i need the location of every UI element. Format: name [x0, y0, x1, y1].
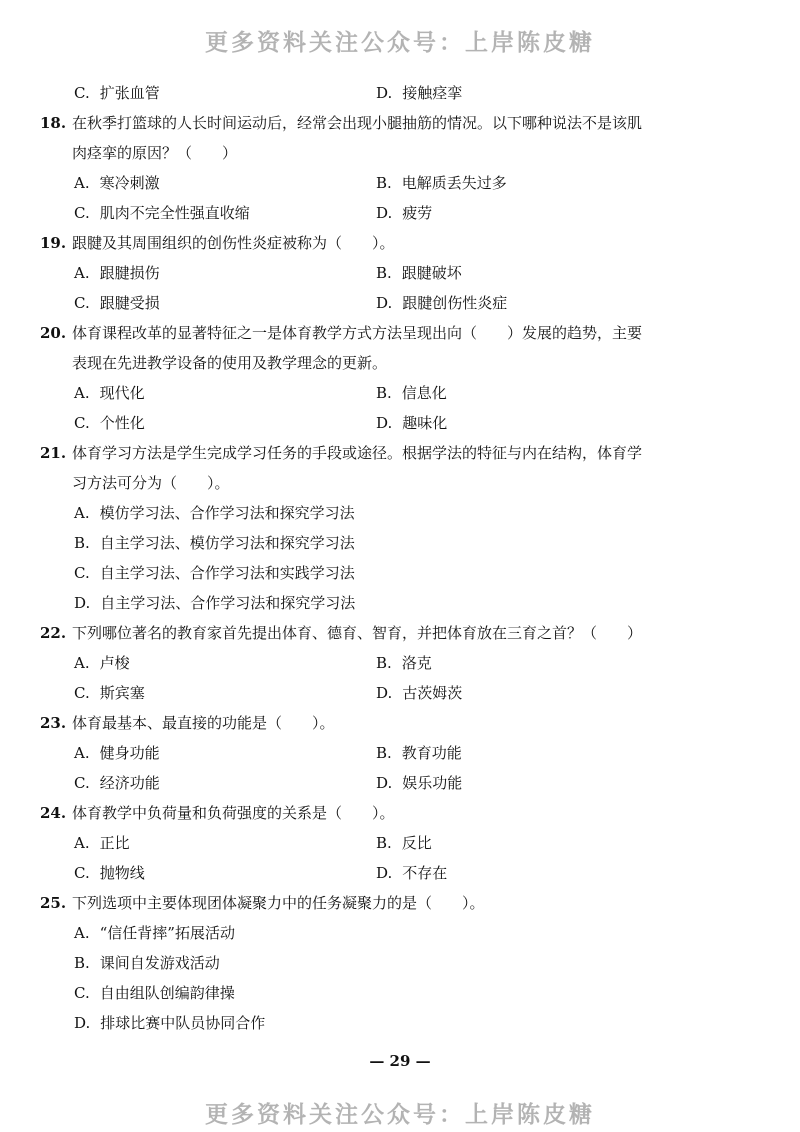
options-row	[0, 1008, 800, 1038]
question-19	[0, 228, 800, 258]
options-row	[0, 408, 800, 438]
options-row	[0, 288, 800, 318]
question-number: 20.	[40, 324, 67, 342]
option-a: A. 模仿学习法、合作学习法和探究学习法	[74, 504, 355, 522]
question-21-continued	[0, 468, 800, 498]
option-c: C. 自由组队创编韵律操	[74, 984, 235, 1002]
question-18	[0, 108, 800, 138]
option-b: B. 信息化	[376, 384, 447, 402]
options-row	[0, 918, 800, 948]
question-20	[0, 318, 800, 348]
question-text: 肉痉挛的原因？（ ）	[72, 144, 238, 162]
option-c: C. 自主学习法、合作学习法和实践学习法	[74, 564, 355, 582]
question-number: 19.	[40, 234, 67, 252]
option-d: D. 跟腱创伤性炎症	[376, 294, 508, 312]
question-24	[0, 798, 800, 828]
option-c: C. 抛物线	[74, 864, 145, 882]
watermark-bottom: 更多资料关注公众号：上岸陈皮糖	[205, 1102, 595, 1128]
option-b: B. 课间自发游戏活动	[74, 954, 220, 972]
prev-question-options-row	[0, 78, 800, 108]
option-a: A. 跟腱损伤	[74, 264, 160, 282]
option-a: A. 正比	[74, 834, 130, 852]
option-b: B. 教育功能	[376, 744, 462, 762]
option-b: B. 电解质丢失过多	[376, 174, 507, 192]
question-22	[0, 618, 800, 648]
option-d: D. 娱乐功能	[376, 774, 463, 792]
options-row	[0, 558, 800, 588]
question-text: 下列选项中主要体现团体凝聚力中的任务凝聚力的是（ ）。	[72, 894, 485, 912]
question-number: 22.	[40, 624, 67, 642]
exam-page-content	[0, 78, 800, 1038]
option-a: A. 健身功能	[74, 744, 160, 762]
question-number: 21.	[40, 444, 67, 462]
question-number: 18.	[40, 114, 67, 132]
options-row	[0, 588, 800, 618]
option-d: D. 趣味化	[376, 414, 448, 432]
options-row	[0, 948, 800, 978]
option-c: C. 斯宾塞	[74, 684, 145, 702]
option-d: D. 自主学习法、合作学习法和探究学习法	[74, 594, 356, 612]
options-row	[0, 678, 800, 708]
option-d: D. 古茨姆茨	[376, 684, 463, 702]
options-row	[0, 858, 800, 888]
option-d: D. 疲劳	[376, 204, 433, 222]
options-row	[0, 378, 800, 408]
question-text: 习方法可分为（ ）。	[72, 474, 230, 492]
question-text: 下列哪位著名的教育家首先提出体育、德育、智育，并把体育放在三育之首？（ ）	[72, 624, 643, 642]
option-d: D. 排球比赛中队员协同合作	[74, 1014, 266, 1032]
question-text: 跟腱及其周围组织的创伤性炎症被称为（ ）。	[72, 234, 395, 252]
option-d: D. 不存在	[376, 864, 448, 882]
question-25	[0, 888, 800, 918]
options-row	[0, 738, 800, 768]
options-row	[0, 258, 800, 288]
question-text: 在秋季打篮球的人长时间运动后，经常会出现小腿抽筋的情况。以下哪种说法不是该肌	[72, 114, 643, 132]
question-number: 23.	[40, 714, 67, 732]
option-b: B. 跟腱破坏	[376, 264, 462, 282]
option-c: C. 跟腱受损	[74, 294, 160, 312]
option-a: A. 卢梭	[74, 654, 130, 672]
question-number: 25.	[40, 894, 67, 912]
options-row	[0, 498, 800, 528]
options-row	[0, 978, 800, 1008]
options-row	[0, 528, 800, 558]
option-b: B. 反比	[376, 834, 432, 852]
question-text: 体育课程改革的显著特征之一是体育教学方式方法呈现出向（ ）发展的趋势，主要	[72, 324, 643, 342]
question-number: 24.	[40, 804, 67, 822]
prev-option-c: C. 扩张血管	[74, 84, 160, 102]
option-c: C. 个性化	[74, 414, 145, 432]
options-row	[0, 198, 800, 228]
question-21	[0, 438, 800, 468]
page-number: — 29 —	[369, 1052, 431, 1070]
option-a: A. 现代化	[74, 384, 145, 402]
options-row	[0, 648, 800, 678]
option-c: C. 经济功能	[74, 774, 160, 792]
watermark-top: 更多资料关注公众号：上岸陈皮糖	[205, 30, 595, 56]
question-18-continued	[0, 138, 800, 168]
options-row	[0, 828, 800, 858]
question-20-continued	[0, 348, 800, 378]
question-text: 体育学习方法是学生完成学习任务的手段或途径。根据学法的特征与内在结构，体育学	[72, 444, 643, 462]
question-text: 体育最基本、最直接的功能是（ ）。	[72, 714, 335, 732]
question-text: 体育教学中负荷量和负荷强度的关系是（ ）。	[72, 804, 395, 822]
option-a: A. “信任背摔”拓展活动	[74, 924, 235, 942]
option-c: C. 肌肉不完全性强直收缩	[74, 204, 250, 222]
option-a: A. 寒冷刺激	[74, 174, 160, 192]
prev-option-d: D. 接触痉挛	[376, 84, 463, 102]
options-row	[0, 168, 800, 198]
option-b: B. 自主学习法、模仿学习法和探究学习法	[74, 534, 355, 552]
question-23	[0, 708, 800, 738]
question-text: 表现在先进教学设备的使用及教学理念的更新。	[72, 354, 388, 372]
options-row	[0, 768, 800, 798]
option-b: B. 洛克	[376, 654, 432, 672]
